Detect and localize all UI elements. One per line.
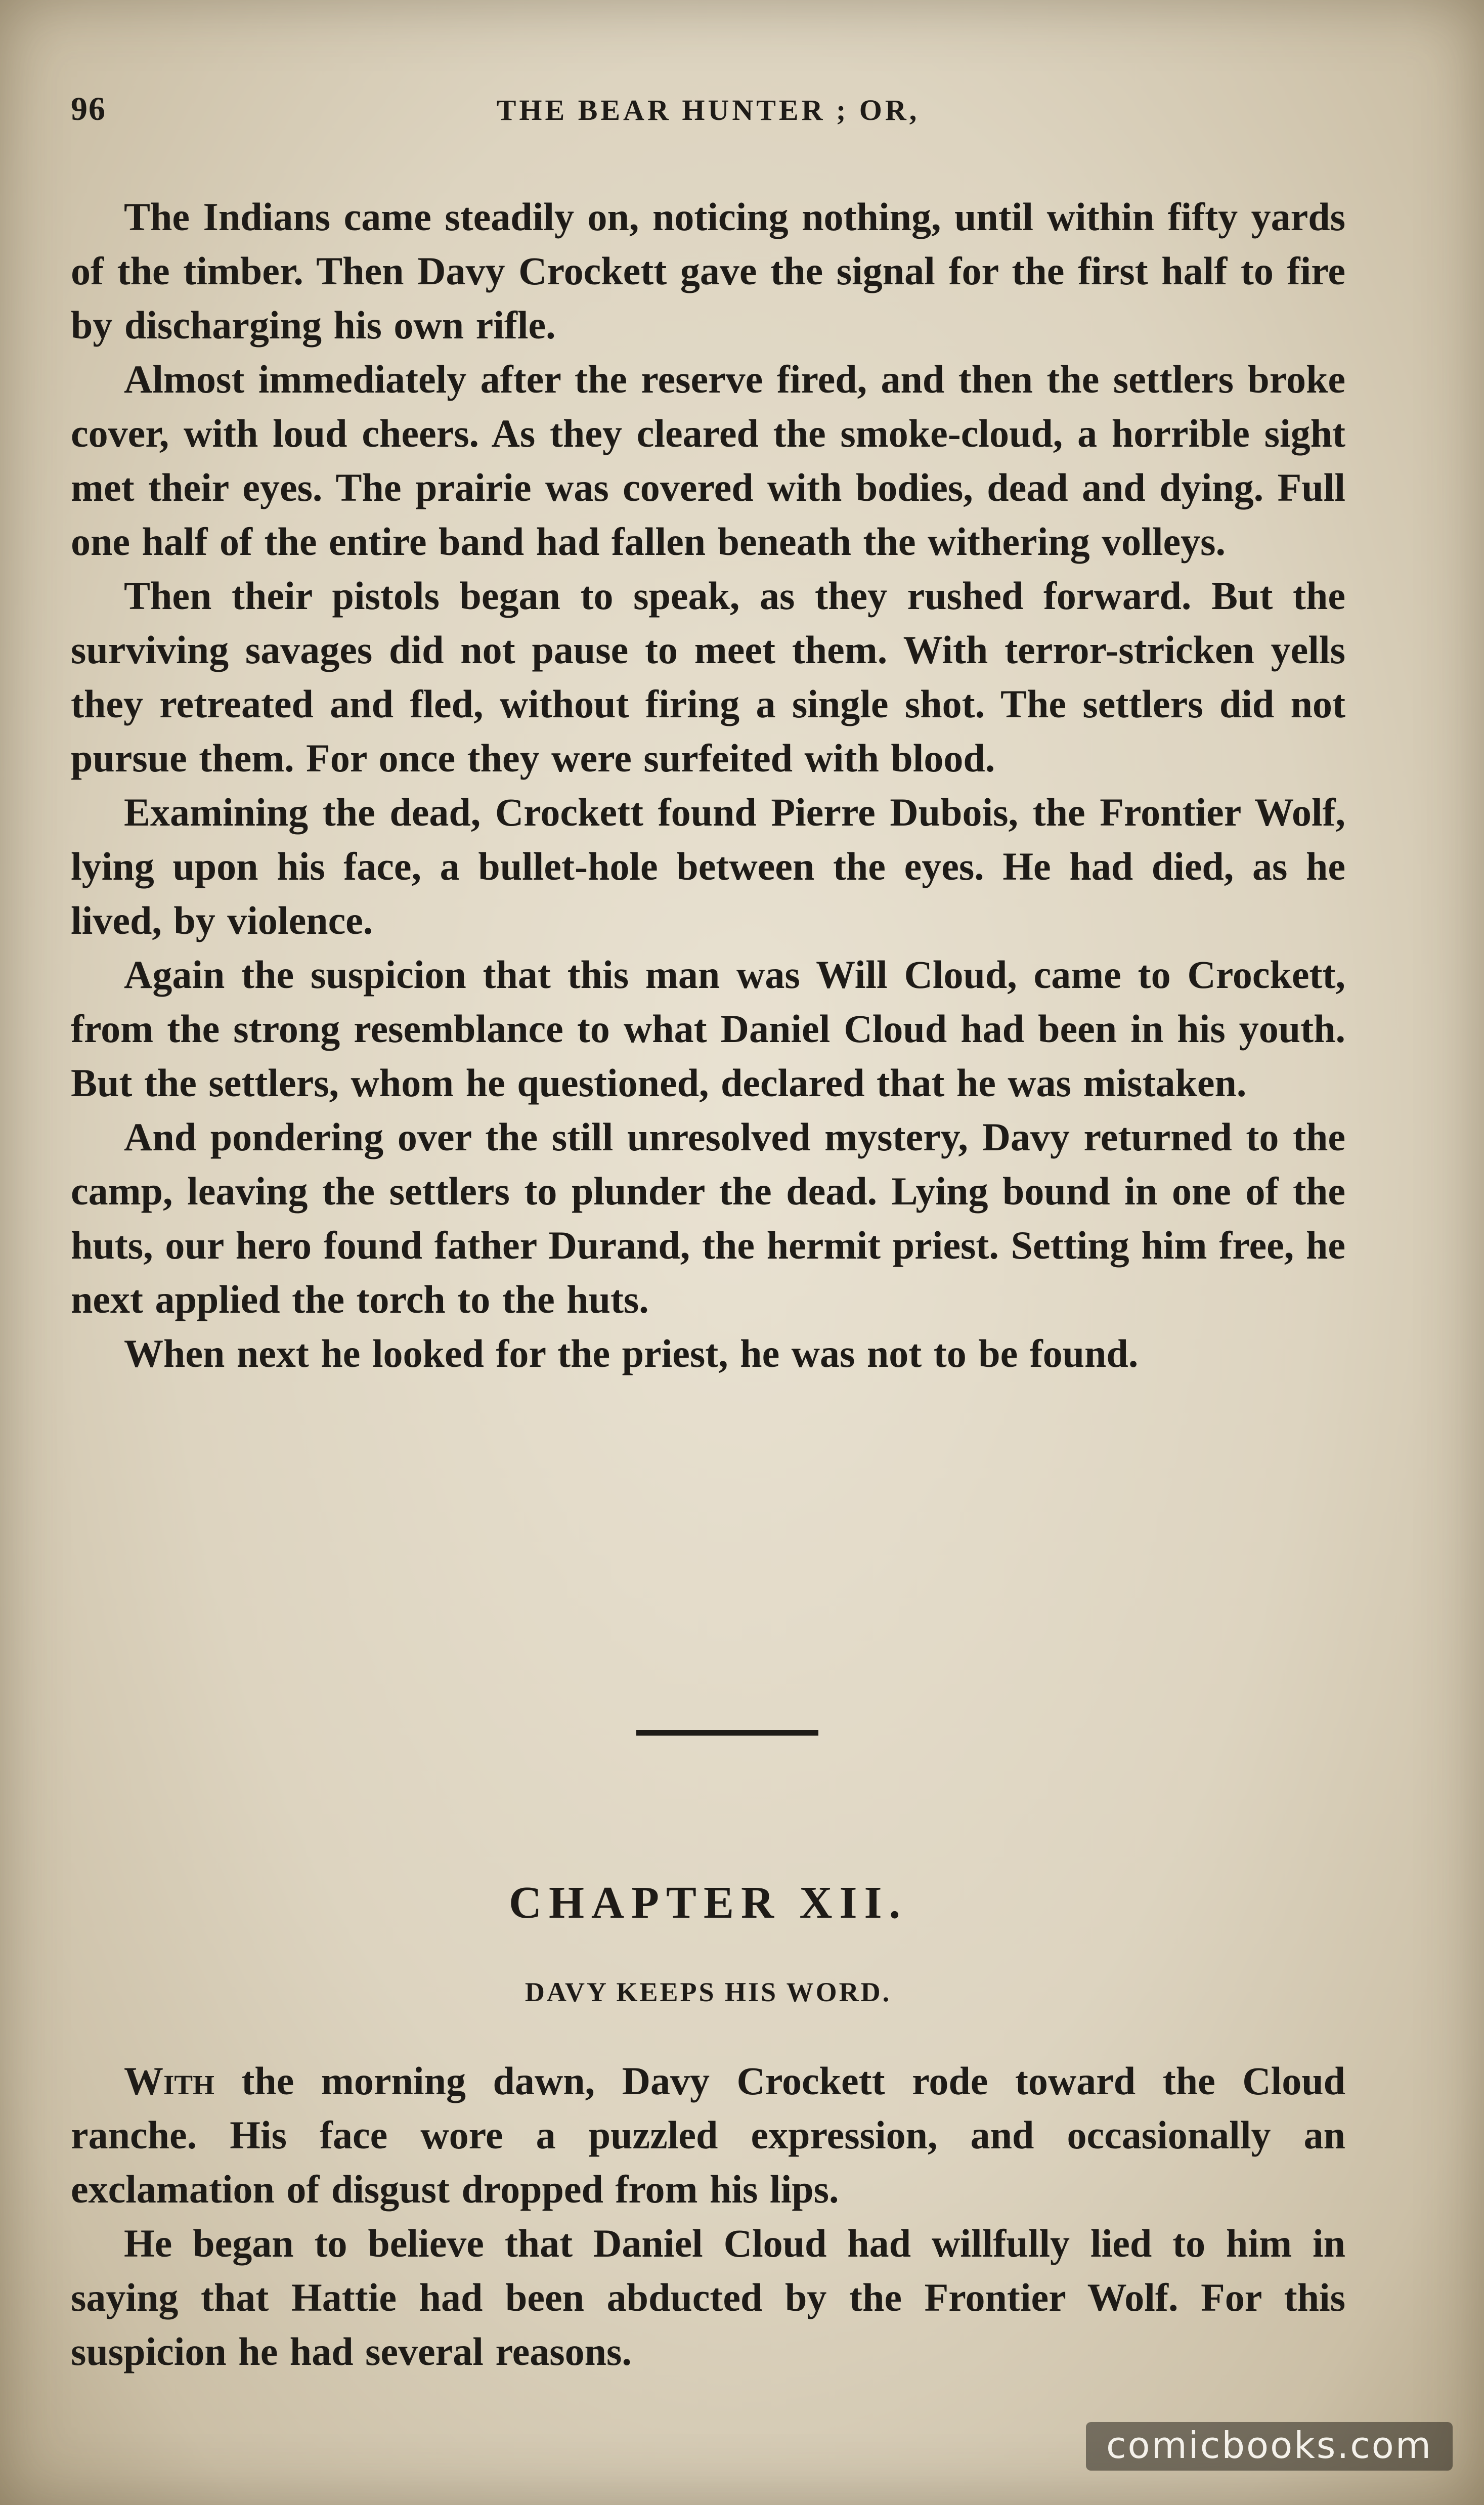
paragraph: The Indians came steadily on, noticing nothing, until within fifty yards of the timber. Then Davy Crockett gave the signal for the first half to fire by discharging his own rifle.: [71, 195, 1345, 347]
paragraph: Examining the dead, Crockett found Pierre Dubois, the Frontier Wolf, lying upon his face, a bullet-hole between the eyes. He had died, as he lived, by violence.: [71, 790, 1345, 942]
paragraph: When next he looked for the priest, he was not to be found.: [124, 1331, 1139, 1375]
opening-word: With: [124, 2059, 214, 2103]
page-number: 96: [71, 91, 106, 127]
paragraph: He began to believe that Daniel Cloud had willfully lied to him in saying that Hattie had been abducted by the Frontier Wolf. For this suspicion he had several reasons.: [71, 2221, 1345, 2373]
paragraph: And pondering over the still unresolved mystery, Davy returned to the camp, leaving the settlers to plunder the dead. Lying bound in one of the huts, our hero found father Durand, the hermit priest. Setting him free, he next applied the torch to the huts.: [71, 1115, 1345, 1321]
text-block-chapter-start: [71, 2054, 1345, 2379]
section-divider-rule: [636, 1730, 818, 1736]
chapter-number: CHAPTER XII.: [508, 1878, 908, 1928]
opening-paragraph-text: the morning dawn, Davy Crockett rode toward the Cloud ranche. His face wore a puzzled expression, and occasionally an exclamation of disgust dropped from his lips.: [71, 2059, 1345, 2211]
text-block-before-chapter: [71, 190, 1345, 1380]
watermark-logo: comicbooks.com: [1086, 2422, 1453, 2471]
paragraph: Almost immediately after the reserve fired, and then the settlers broke cover, with loud cheers. As they cleared the smoke-cloud, a horrible sight met their eyes. The prairie was covered with bodies, dead and dying. Full one half of the entire band had fallen beneath the withering volleys.: [71, 357, 1345, 564]
paragraph: Again the suspicion that this man was Will Cloud, came to Crockett, from the strong resemblance to what Daniel Cloud had been in his youth. But the settlers, whom he questioned, declared that he was mistaken.: [71, 953, 1345, 1105]
paragraph: Then their pistols began to speak, as they rushed forward. But the surviving savages did not pause to meet them. With terror-stricken yells they retreated and fled, without firing a single shot. The settlers did not pursue them. For once they were surfeited with blood.: [71, 574, 1345, 780]
chapter-title: DAVY KEEPS HIS WORD.: [525, 1977, 892, 2007]
running-head: [71, 90, 1345, 136]
running-title: THE BEAR HUNTER ; OR,: [496, 94, 920, 126]
chapter-opening-paragraph: [71, 2054, 1345, 2216]
